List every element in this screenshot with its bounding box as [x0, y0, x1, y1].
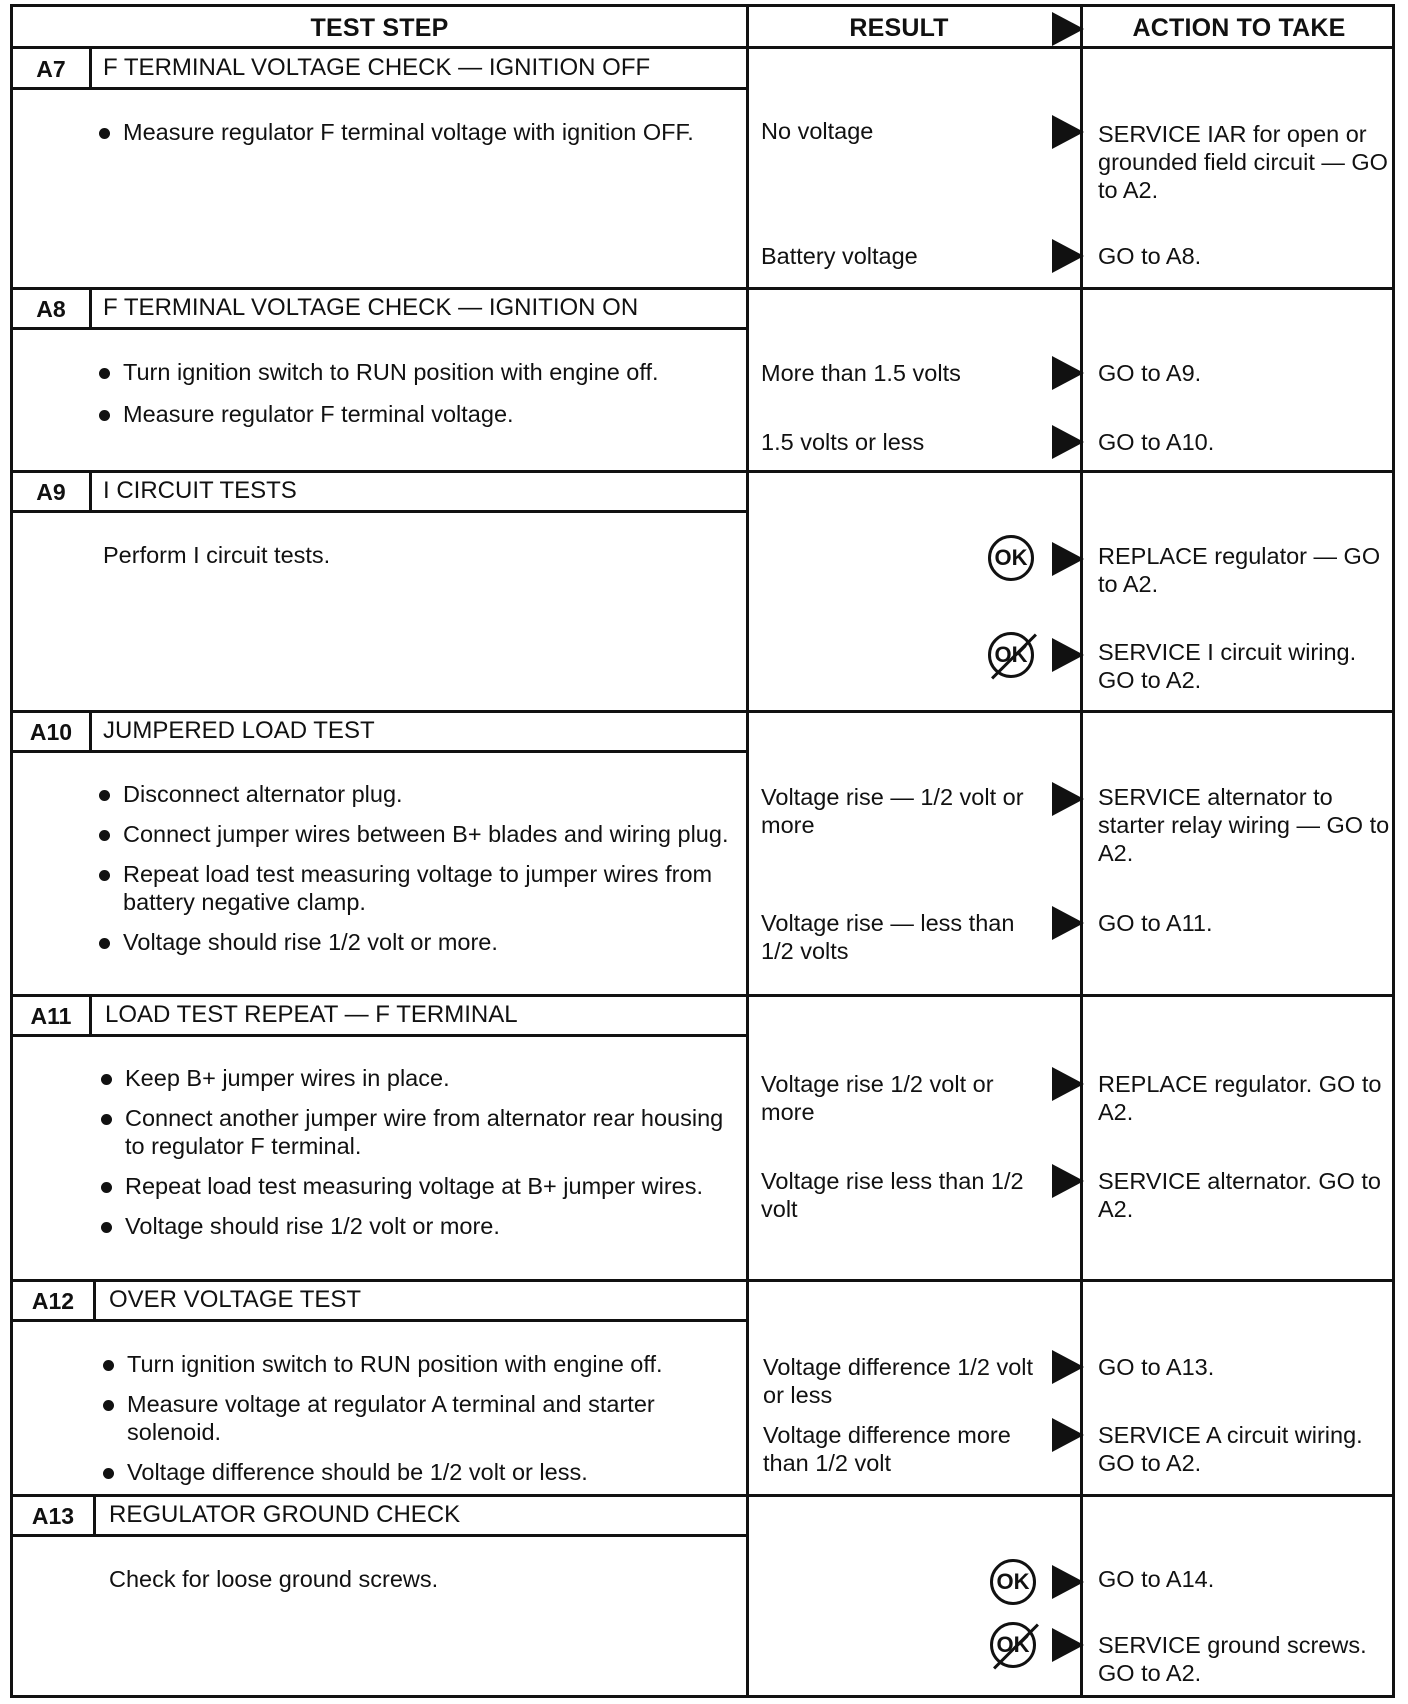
result-text: Voltage rise — 1/2 volt or more: [761, 784, 1024, 838]
row-divider: [13, 994, 1392, 997]
arrow-icon: [1052, 542, 1084, 576]
header-action: ACTION TO TAKE: [1132, 13, 1346, 42]
action-text: SERVICE ground screws. GO to A2.: [1098, 1632, 1367, 1686]
result-text: No voltage: [761, 118, 874, 144]
action-text: REPLACE regulator — GO to A2.: [1098, 543, 1381, 597]
instruction: Voltage should rise 1/2 volt or more.: [97, 1212, 737, 1240]
step-instructions: [99, 1350, 739, 1486]
step-title: OVER VOLTAGE TEST: [109, 1286, 362, 1313]
step-title: JUMPERED LOAD TEST: [103, 717, 375, 744]
result-text: More than 1.5 volts: [761, 360, 961, 386]
instruction: Turn ignition switch to RUN position with engine off.: [99, 1350, 739, 1378]
step-title: F TERMINAL VOLTAGE CHECK — IGNITION OFF: [103, 54, 651, 81]
arrow-icon: [1052, 1565, 1084, 1599]
result-text: Voltage difference more than 1/2 volt: [763, 1422, 1011, 1476]
action-text: REPLACE regulator. GO to A2.: [1098, 1071, 1382, 1125]
row-divider: [13, 710, 1392, 713]
step-id: A12: [31, 1288, 75, 1314]
id-box-divider: [93, 1494, 96, 1537]
step-title: REGULATOR GROUND CHECK: [109, 1501, 461, 1528]
not-ok-icon: OK: [988, 632, 1034, 678]
step-title: F TERMINAL VOLTAGE CHECK — IGNITION ON: [103, 294, 639, 321]
title-divider: [13, 750, 747, 753]
ok-icon: OK: [988, 535, 1034, 581]
ok-icon: OK: [990, 1559, 1036, 1605]
action-text: GO to A8.: [1098, 243, 1202, 269]
title-divider: [13, 1534, 747, 1537]
row-divider: [13, 1279, 1392, 1282]
instruction: Voltage difference should be 1/2 volt or less.: [99, 1458, 739, 1486]
arrow-icon: [1052, 115, 1084, 149]
id-box-divider: [89, 470, 92, 513]
arrow-icon: [1052, 638, 1084, 672]
id-box-divider: [89, 46, 92, 90]
instruction: Measure voltage at regulator A terminal and starter solenoid.: [99, 1390, 739, 1446]
step-title: LOAD TEST REPEAT — F TERMINAL: [105, 1001, 518, 1028]
action-text: GO to A14.: [1098, 1566, 1215, 1592]
row-divider: [13, 470, 1392, 473]
action-text: SERVICE I circuit wiring. GO to A2.: [1098, 639, 1357, 693]
column-divider-result: [746, 7, 749, 1695]
header-arrow-icon: [1052, 12, 1084, 46]
title-divider: [13, 510, 747, 513]
step-id: A13: [31, 1503, 75, 1529]
arrow-icon: [1052, 906, 1084, 940]
header-divider: [13, 46, 1392, 49]
arrow-icon: [1052, 1418, 1084, 1452]
action-text: GO to A13.: [1098, 1354, 1215, 1380]
step-id: A9: [36, 479, 66, 505]
result-text: Voltage rise less than 1/2 volt: [761, 1168, 1024, 1222]
step-title: I CIRCUIT TESTS: [103, 477, 297, 504]
not-ok-icon: OK: [990, 1622, 1036, 1668]
result-text: Voltage rise 1/2 volt or more: [761, 1071, 994, 1125]
arrow-icon: [1052, 1164, 1084, 1198]
instruction: Disconnect alternator plug.: [95, 780, 735, 808]
step-instructions: Perform I circuit tests.: [103, 542, 331, 568]
header-result: RESULT: [849, 13, 949, 42]
title-divider: [13, 1319, 747, 1322]
step-instructions: [95, 780, 735, 956]
instruction: Connect jumper wires between B+ blades and wiring plug.: [95, 820, 735, 848]
step-id: A10: [29, 719, 73, 745]
arrow-icon: [1052, 1067, 1084, 1101]
step-instructions: [95, 358, 735, 428]
result-text: Battery voltage: [761, 243, 918, 269]
arrow-icon: [1052, 239, 1084, 273]
id-box-divider: [89, 287, 92, 330]
title-divider: [13, 87, 747, 90]
instruction: Measure regulator F terminal voltage with ignition OFF.: [95, 118, 735, 146]
step-id: A11: [30, 1003, 72, 1029]
diagnostic-sheet: [10, 4, 1395, 1698]
step-instructions: [95, 118, 735, 146]
result-text: Voltage rise — less than 1/2 volts: [761, 910, 1015, 964]
step-id: A8: [36, 296, 66, 322]
id-box-divider: [89, 994, 92, 1037]
row-divider: [13, 287, 1392, 290]
action-text: GO to A9.: [1098, 360, 1202, 386]
instruction: Repeat load test measuring voltage at B+ jumper wires.: [97, 1172, 737, 1200]
action-text: SERVICE IAR for open or grounded field circuit — GO to A2.: [1098, 121, 1388, 203]
title-divider: [13, 327, 747, 330]
instruction: Repeat load test measuring voltage to jumper wires from battery negative clamp.: [95, 860, 735, 916]
arrow-icon: [1052, 782, 1084, 816]
action-text: GO to A11.: [1098, 910, 1213, 936]
action-text: GO to A10.: [1098, 429, 1215, 455]
instruction: Connect another jumper wire from alternator rear housing to regulator F terminal.: [97, 1104, 737, 1160]
step-instructions: [97, 1064, 737, 1240]
header-test-step: TEST STEP: [310, 13, 449, 42]
row-divider: [13, 1494, 1392, 1497]
step-id: A7: [36, 56, 66, 82]
instruction: Measure regulator F terminal voltage.: [95, 400, 735, 428]
arrow-icon: [1052, 356, 1084, 390]
title-divider: [13, 1034, 747, 1037]
diagnostic-table: [10, 4, 1395, 1698]
arrow-icon: [1052, 1628, 1084, 1662]
arrow-icon: [1052, 1350, 1084, 1384]
result-text: 1.5 volts or less: [761, 429, 925, 455]
instruction: Turn ignition switch to RUN position with engine off.: [95, 358, 735, 386]
result-text: Voltage difference 1/2 volt or less: [763, 1354, 1034, 1408]
step-instructions: Check for loose ground screws.: [109, 1566, 439, 1592]
action-text: SERVICE alternator to starter relay wiring — GO to A2.: [1098, 784, 1390, 866]
arrow-icon: [1052, 425, 1084, 459]
instruction: Keep B+ jumper wires in place.: [97, 1064, 737, 1092]
instruction: Voltage should rise 1/2 volt or more.: [95, 928, 735, 956]
action-text: SERVICE alternator. GO to A2.: [1098, 1168, 1381, 1222]
id-box-divider: [89, 710, 92, 753]
action-text: SERVICE A circuit wiring. GO to A2.: [1098, 1422, 1363, 1476]
id-box-divider: [93, 1279, 96, 1322]
